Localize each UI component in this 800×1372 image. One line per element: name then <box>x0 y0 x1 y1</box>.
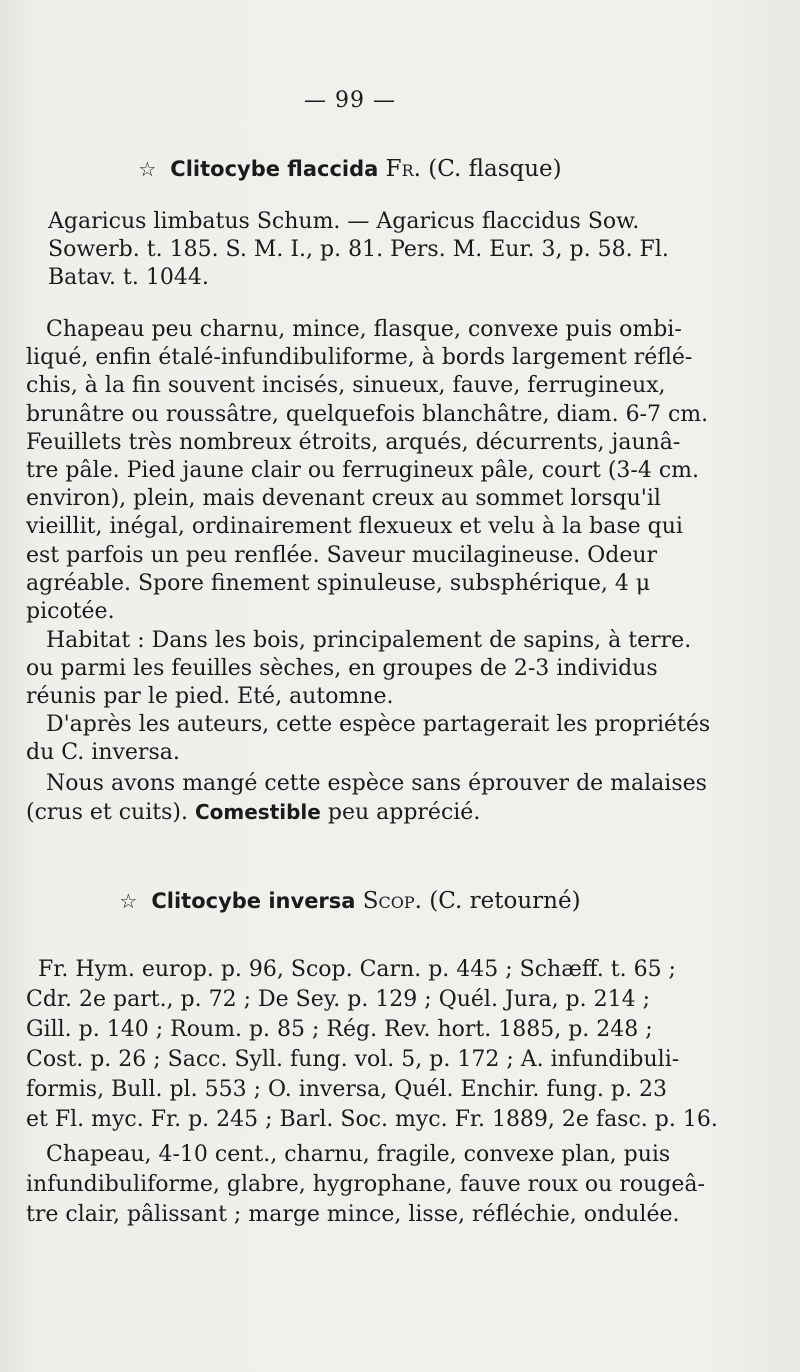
text-line <box>26 798 666 827</box>
text-line: ou parmi les feuilles sèches, en groupes de 2-3 individus <box>26 656 658 682</box>
text-line: D'après les auteurs, cette espèce partagerait les propriétés <box>46 712 711 737</box>
text-line: chis, à la fin souvent incisés, sinueux, fauve, ferrugineux, <box>26 373 666 399</box>
text-line: Feuillets très nombreux étroits, arqués, décurrents, jaunâ- <box>26 429 681 455</box>
text-line: environ), plein, mais devenant creux au sommet lorsqu'il <box>26 486 661 512</box>
text-line: Gill. p. 140 ; Roum. p. 85 ; Rég. Rev. hort. 1885, p. 248 ; <box>26 1017 653 1042</box>
text-line: tre pâle. Pied jaune clair ou ferrugineux pâle, court (3-4 cm. <box>26 458 700 484</box>
properties-paragraph <box>26 711 711 767</box>
text-line: Agaricus limbatus Schum. — Agaricus flaccidus Sow. <box>48 209 640 234</box>
references-paragraph <box>26 955 718 1135</box>
synonyms-paragraph <box>48 208 668 293</box>
star-icon: ☆ <box>119 889 138 913</box>
species-common-name: (C. flasque) <box>428 156 562 182</box>
text-line: Sowerb. t. 185. S. M. I., p. 81. Pers. M. Eur. 3, p. 58. Fl. <box>48 237 669 263</box>
text-line: infundibuliforme, glabre, hygrophane, fauve roux ou rougeâ- <box>26 1172 705 1197</box>
star-icon: ☆ <box>138 157 157 181</box>
text-line: tre clair, pâlissant ; marge mince, lisse, réfléchie, ondulée. <box>26 1202 680 1227</box>
text-line: Batav. t. 1044. <box>48 265 209 291</box>
edibility-verdict: Comestible <box>194 800 321 825</box>
text-line: Cost. p. 26 ; Sacc. Syll. fung. vol. 5, p. 172 ; A. infundibuli- <box>26 1047 680 1072</box>
text-line: est parfois un peu renflée. Saveur mucilagineuse. Odeur <box>26 542 658 568</box>
page-number: — 99 — <box>304 88 396 113</box>
text-line: Chapeau peu charnu, mince, flasque, convexe puis ombi- <box>46 317 682 342</box>
text-line: picotée. <box>26 599 115 625</box>
edibility-pre: (crus et cuits). <box>26 800 188 826</box>
text-line: Fr. Hym. europ. p. 96, Scop. Carn. p. 445 ; Schæff. t. 65 ; <box>38 957 676 982</box>
description-paragraph <box>26 316 709 626</box>
edibility-post: peu apprécié. <box>327 800 481 826</box>
text-line: vieillit, inégal, ordinairement flexueux et velu à la base qui <box>26 514 683 540</box>
text-line: réunis par le pied. Eté, automne. <box>26 684 394 710</box>
species-heading-inversa <box>0 888 700 914</box>
edibility-paragraph <box>26 770 707 827</box>
habitat-paragraph <box>26 627 692 712</box>
text-line: Nous avons mangé cette espèce sans éprouver de malaises <box>46 771 707 796</box>
text-line: Cdr. 2e part., p. 72 ; De Sey. p. 129 ; Quél. Jura, p. 214 ; <box>26 987 651 1012</box>
species-common-name: (C. retourné) <box>429 888 581 914</box>
text-line: du C. inversa. <box>26 740 180 766</box>
text-line: Chapeau, 4-10 cent., charnu, fragile, convexe plan, puis <box>46 1142 671 1167</box>
text-line: Habitat : Dans les bois, principalement de sapins, à terre. <box>46 628 692 653</box>
text-line: liqué, enfin étalé-infundibuliforme, à bords largement réflé- <box>26 345 693 371</box>
species-name: Clitocybe flaccida <box>170 157 379 181</box>
description-paragraph-inversa <box>26 1140 705 1230</box>
species-name: Clitocybe inversa <box>151 889 356 913</box>
species-author: Fr. <box>385 156 421 182</box>
species-author: Scop. <box>362 888 422 914</box>
species-heading-flaccida <box>0 156 700 182</box>
text-line: formis, Bull. pl. 553 ; O. inversa, Quél. Enchir. fung. p. 23 <box>26 1077 667 1102</box>
text-line: agréable. Spore finement spinuleuse, subsphérique, 4 μ <box>26 570 651 596</box>
text-line: et Fl. myc. Fr. p. 245 ; Barl. Soc. myc. Fr. 1889, 2e fasc. p. 16. <box>26 1107 718 1132</box>
text-line: brunâtre ou roussâtre, quelquefois blanchâtre, diam. 6-7 cm. <box>26 401 709 427</box>
